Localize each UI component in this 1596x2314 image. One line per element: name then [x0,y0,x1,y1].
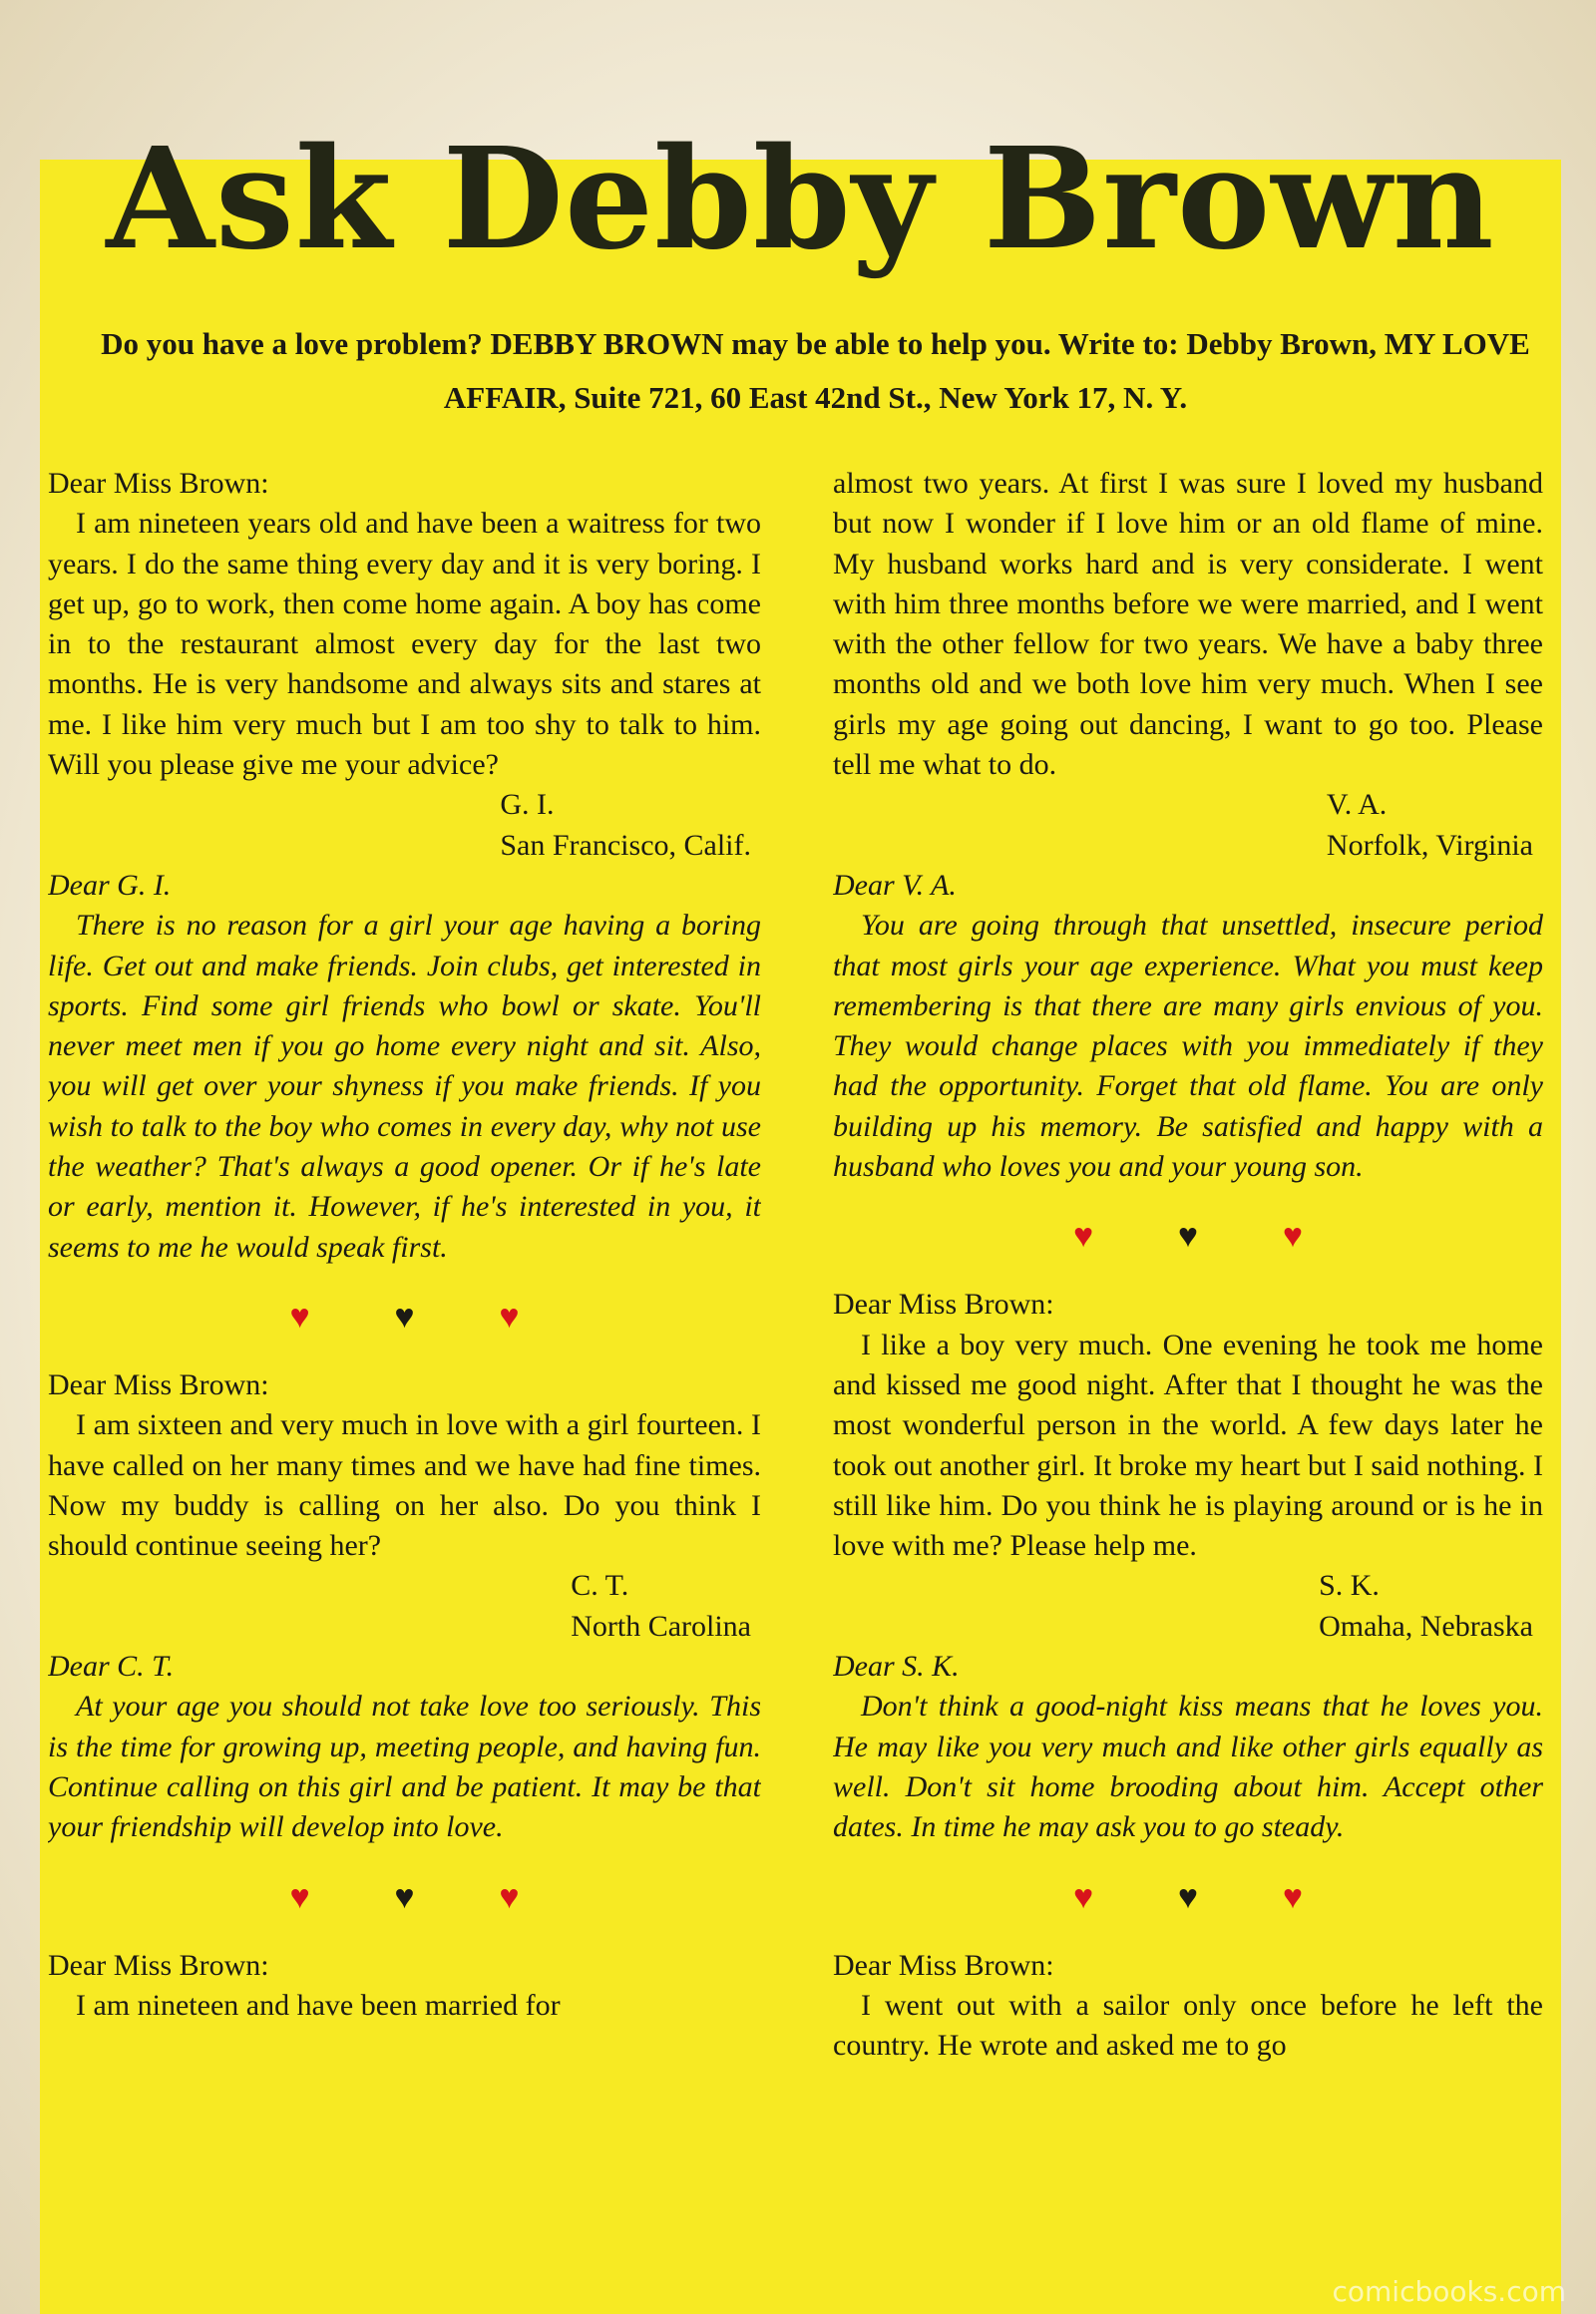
letter-salutation: Dear Miss Brown: [48,1948,269,1982]
page-title: Ask Debby Brown [106,118,1495,281]
heart-icon: ♥ [1177,1878,1199,1916]
signature-initials: V. A. [1326,788,1388,822]
heart-divider [1073,1878,1303,1918]
letter-va-start [48,1946,761,2027]
letter-body: I am sixteen and very much in love with a girl fourteen. I have called on her many times and we have had fine times. Now my buddy is calling on her also. Do you think I should continue seeing her? [48,1408,761,1563]
letter-body: I went out with a sailor only once before he left the country. He wrote and asked me to go [833,1988,1543,2063]
heart-icon: ♥ [499,1878,520,1916]
letter-signature [48,1566,761,1647]
heart-icon: ♥ [1177,1218,1199,1256]
letter-gi [48,464,761,866]
reply-salutation: Dear S. K. [833,1650,960,1684]
heart-divider [290,1298,520,1338]
heart-icon: ♥ [1073,1878,1094,1916]
reply-salutation: Dear C. T. [48,1650,175,1684]
reply-ct [48,1647,761,1847]
reply-sk [833,1647,1543,1847]
letter-body: I am nineteen and have been married for [76,1988,561,2022]
reply-salutation: Dear V. A. [833,868,957,902]
reply-va [833,866,1543,1187]
heart-divider [1073,1217,1303,1257]
heart-icon: ♥ [1282,1878,1303,1916]
signature-initials: C. T. [571,1569,629,1603]
heart-divider [290,1878,520,1918]
signature-place: North Carolina [571,1609,751,1643]
reply-salutation: Dear G. I. [48,868,172,902]
heart-icon: ♥ [1073,1218,1094,1256]
letter-signature [48,785,761,866]
signature-place: San Francisco, Calif. [500,828,751,862]
right-column [833,464,1543,2309]
letter-signature [833,1566,1543,1647]
heart-icon: ♥ [289,1878,310,1916]
left-column [48,464,761,2309]
heart-icon: ♥ [499,1298,520,1336]
letter-salutation: Dear Miss Brown: [48,467,269,500]
heart-icon: ♥ [1282,1218,1303,1256]
letter-signature [833,785,1543,866]
heart-icon: ♥ [289,1298,310,1336]
heart-icon: ♥ [394,1878,415,1916]
letter-va-cont [833,464,1543,866]
reply-body: There is no reason for a girl your age having a boring life. Get out and make friends. Join clubs, get interested in sports. Find some girl friends who bowl or skate. You'll never meet men if you go home every night and sit. Also, you will get over your shyness if you make friends. If you wish to talk to the boy who comes in every day, why not use the weather? That's always a good opener. Or if he's late or early, mention it. However, if he's interested in you, it seems to me he would speak first. [48,909,761,1264]
letter-body: I am nineteen years old and have been a waitress for two years. I do the same thing every day and it is very boring. I get up, go to work, then come home again. A boy has come in to the restaurant almost every day for the last two months. He is very handsome and always sits and stares at me. I like him very much but I am too shy to talk to him. Will you please give me your advice? [48,507,761,782]
heart-icon: ♥ [394,1298,415,1336]
letter-body: almost two years. At first I was sure I loved my husband but now I wonder if I love him or an old flame of mine. My husband works hard and is very considerate. I went with him three months before we were married, and I went with the other fellow for two years. We have a baby three months old and we both love him very much. When I see girls my age going out dancing, I want to go too. Please tell me what to do. [833,467,1543,782]
letter-sk [833,1285,1543,1647]
letter-salutation: Dear Miss Brown: [48,1367,269,1401]
reply-body: You are going through that unsettled, insecure period that most girls your age experience. What you must keep remembering is that there are many girls envious of you. They would change places with you immediately if they had the opportunity. Forget that old flame. You are only building up his memory. Be satisfied and happy with a husband who loves you and your young son. [833,909,1543,1184]
intro-text: Do you have a love problem? DEBBY BROWN may be able to help you. Write to: Debby Brown, MY LOVE AFFAIR, Suite 721, 60 East 42nd St., New York 17, N. Y. [101,326,1530,415]
reply-body: Don't think a good-night kiss means that he loves you. He may like you very much and like other girls equally as well. Don't sit home brooding about him. Accept other dates. In time he may ask you to go steady. [833,1690,1543,1844]
letter-salutation: Dear Miss Brown: [833,1288,1054,1322]
letter-sailor [833,1946,1543,2067]
reply-body: At your age you should not take love too seriously. This is the time for growing up, meeting people, and having fun. Continue calling on this girl and be patient. It may be that your friendship will develop into love. [48,1690,761,1844]
signature-initials: G. I. [500,788,555,822]
signature-place: Norfolk, Virginia [1326,828,1533,862]
reply-gi [48,866,761,1268]
letter-body: I like a boy very much. One evening he took me home and kissed me good night. After that I thought he was the most wonderful person in the world. A few days later he took out another girl. It broke my heart but I said nothing. I still like him. Do you think he is playing around or is he in love with me? Please help me. [833,1328,1543,1563]
signature-place: Omaha, Nebraska [1319,1609,1533,1643]
letter-salutation: Dear Miss Brown: [833,1948,1054,1982]
watermark: comicbooks.com [1332,2275,1566,2308]
signature-initials: S. K. [1319,1569,1380,1603]
letter-ct [48,1365,761,1647]
